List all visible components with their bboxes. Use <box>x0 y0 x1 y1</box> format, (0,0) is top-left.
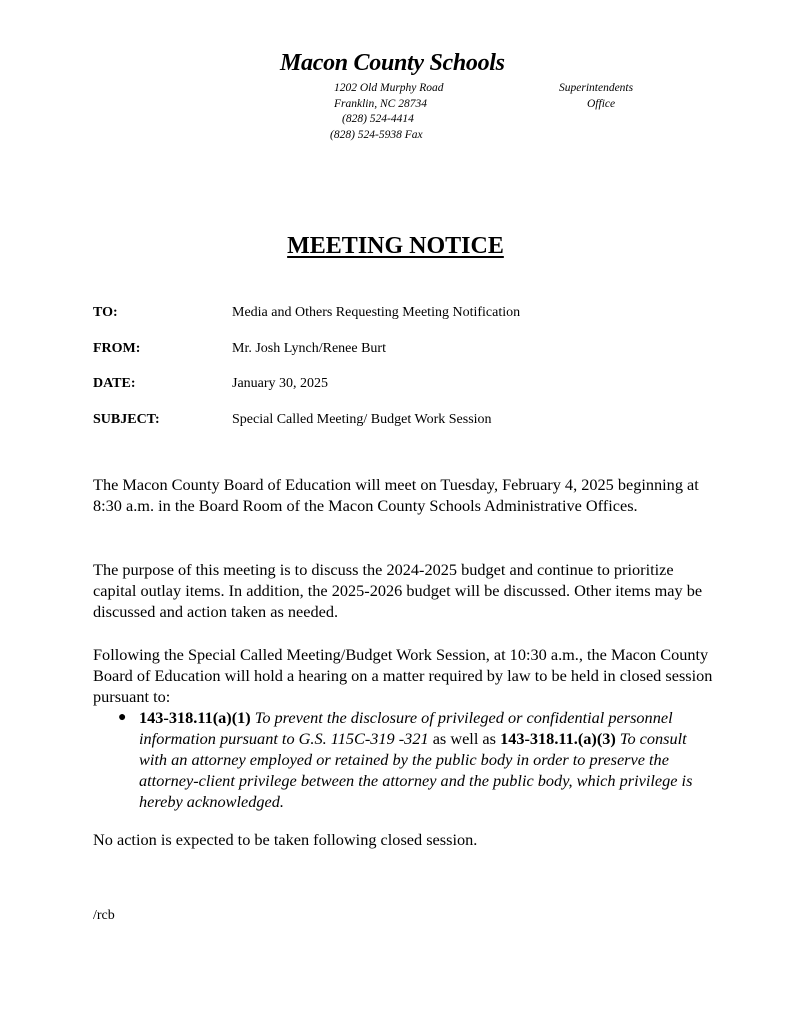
paragraph-closed-session-intro: Following the Special Called Meeting/Budget Work Session, at 10:30 a.m., the Macon County Board of Education will hold a hearing on a matter required by law to be held in closed session pursuant to: <box>93 645 713 706</box>
office-name-line2: Office <box>587 98 616 110</box>
from-label: FROM: <box>93 341 141 356</box>
subject-label: SUBJECT: <box>93 412 160 427</box>
notice-title-wrapper <box>0 233 791 260</box>
connector-text: as well as <box>432 729 496 748</box>
statute-2: 143-318.11.(a)(3) <box>500 729 616 748</box>
statute-1-text: To prevent the disclosure of privileged or confidential personnel information pursuant to G.S. 115C-319 -321 <box>139 708 673 748</box>
address-street: 1202 Old Murphy Road <box>334 82 444 94</box>
to-label: TO: <box>93 305 118 320</box>
from-value: Mr. Josh Lynch/Renee Burt <box>232 341 386 356</box>
bullet-text <box>139 707 698 812</box>
typist-initials: /rcb <box>93 908 115 923</box>
notice-title: MEETING NOTICE <box>287 233 504 259</box>
bullet-icon: ● <box>118 710 127 725</box>
paragraph-meeting-purpose: The purpose of this meeting is to discuss the 2024-2025 budget and continue to prioritize capital outlay items. In addition, the 2025-2026 budget will be discussed. Other items may be discussed and action taken as needed. <box>93 560 703 621</box>
closed-session-bullet <box>118 707 698 812</box>
paragraph-meeting-details: The Macon County Board of Education will meet on Tuesday, February 4, 2025 beginning at 8:30 a.m. in the Board Room of the Macon County Schools Administrative Offices. <box>93 475 699 515</box>
paragraph-no-action: No action is expected to be taken following closed session. <box>93 830 478 849</box>
subject-value: Special Called Meeting/ Budget Work Session <box>232 412 492 427</box>
address-city: Franklin, NC 28734 <box>334 98 427 110</box>
statute-2-text: To consult with an attorney employed or retained by the public body in order to preserve the attorney-client privilege between the attorney and the public body, which privilege is hereby acknowledged. <box>139 729 693 811</box>
date-label: DATE: <box>93 376 136 391</box>
office-name-line1: Superintendents <box>559 82 634 94</box>
to-value: Media and Others Requesting Meeting Notification <box>232 305 521 320</box>
phone-number: (828) 524-4414 <box>342 113 414 125</box>
organization-name: Macon County Schools <box>280 50 505 76</box>
date-value: January 30, 2025 <box>232 376 329 391</box>
fax-number: (828) 524-5938 Fax <box>330 129 423 141</box>
statute-1: 143-318.11(a)(1) <box>139 708 251 727</box>
